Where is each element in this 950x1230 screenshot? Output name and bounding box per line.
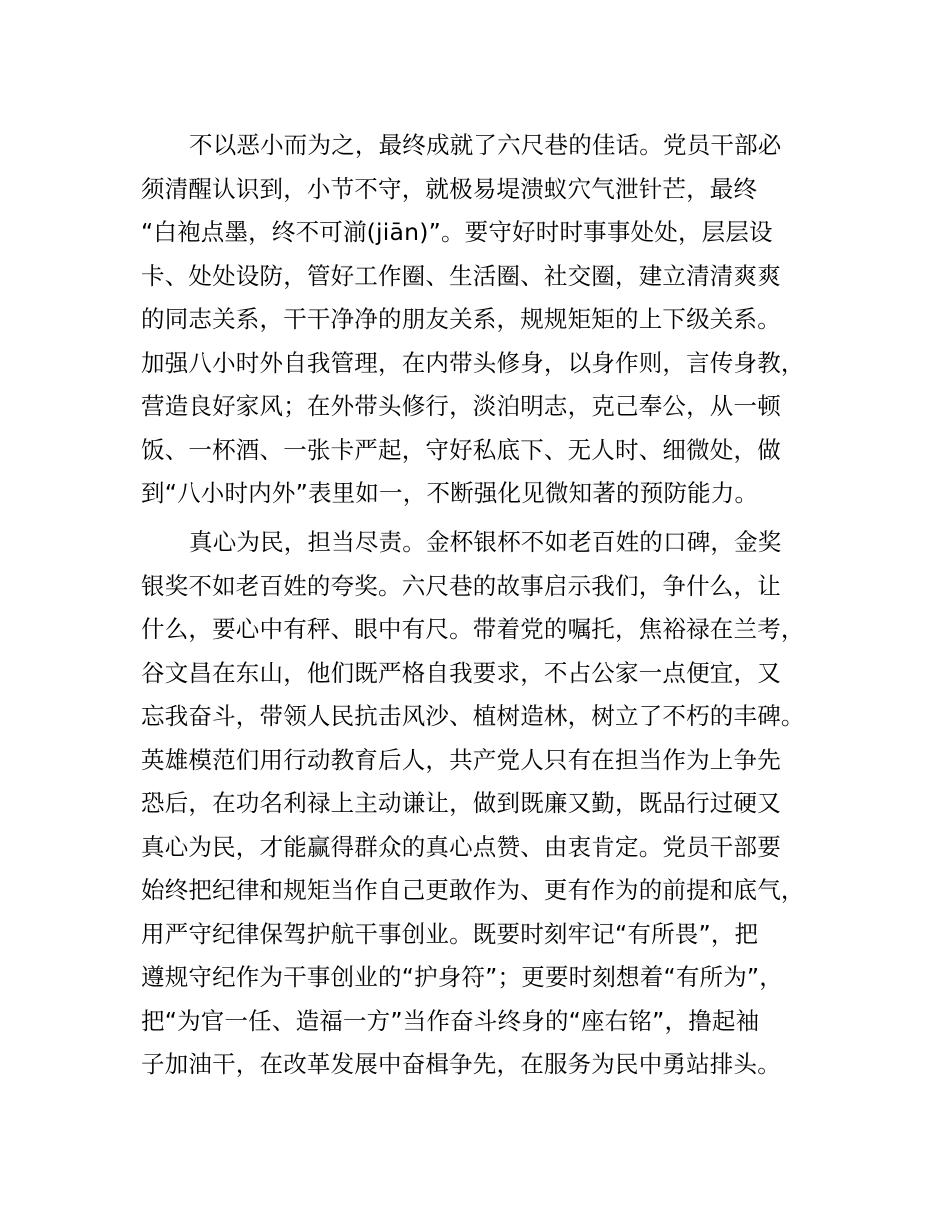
text-line: 什么，要心中有秤、眼中有尺。带着党的嘱托，焦裕禄在兰考，	[141, 615, 805, 643]
text-line: 遵规守纪作为干事创业的“护身符”；更要时刻想着“有所为”，	[141, 963, 783, 991]
text-line: 恐后，在功名利禄上主动谦让，做到既廉又勤，既品行过硬又	[141, 789, 781, 817]
text-line: 营造良好家风；在外带头修行，淡泊明志，克己奉公，从一顿	[141, 392, 781, 420]
text-line: 谷文昌在东山，他们既严格自我要求，不占公家一点便宜，又	[141, 658, 781, 687]
text-line: 真心为民，担当尽责。金杯银杯不如老百姓的口碑，金奖	[189, 528, 782, 556]
text-line: 加强八小时外自我管理，在内带头修身，以身作则，言传身教，	[141, 348, 805, 377]
text-line: 到“八小时内外”表里如一，不断强化见微知著的预防能力。	[141, 479, 759, 507]
text-line: 真心为民，才能赢得群众的真心点赞、由衷肯定。党员干部要	[141, 832, 781, 861]
text-line: 饭、一杯酒、一张卡严起，守好私底下、无人时、细微处，做	[141, 435, 781, 464]
text-line: 须清醒认识到，小节不守，就极易堤溃蚁穴气泄针芒，最终	[141, 174, 758, 203]
text-line: 不以恶小而为之，最终成就了六尺巷的佳话。党员干部必	[189, 131, 782, 159]
text-line: 把“为官一任、造福一方”当作奋斗终身的“座右铭”，撸起袖	[141, 1006, 760, 1035]
text-line: 卡、处处设防，管好工作圈、生活圈、社交圈，建立清清爽爽	[141, 261, 781, 290]
text-line: 英雄模范们用行动教育后人，共产党人只有在担当作为上争先	[141, 745, 781, 774]
text-line: 银奖不如老百姓的夸奖。六尺巷的故事启示我们，争什么，让	[141, 571, 781, 600]
text-line: 子加油干，在改革发展中奋楫争先，在服务为民中勇站排头。	[141, 1050, 781, 1078]
text-line: 始终把纪律和规矩当作自己更敢作为、更有作为的前提和底气，	[141, 876, 805, 904]
paragraph-1	[141, 124, 841, 516]
text-line: 忘我奋斗，带领人民抗击风沙、植树造林，树立了不朽的丰碑。	[141, 702, 805, 730]
text-line: 用严守纪律保驾护航干事创业。既要时刻牢记“有所畏”，把	[141, 919, 759, 948]
text-line: “白袍点墨，终不可湔(jiān)”。要守好时时事事处处，层层设	[141, 218, 773, 246]
text-line: 的同志关系，干干净净的朋友关系，规规矩矩的上下级关系。	[141, 305, 781, 333]
paragraph-2	[141, 521, 841, 1087]
